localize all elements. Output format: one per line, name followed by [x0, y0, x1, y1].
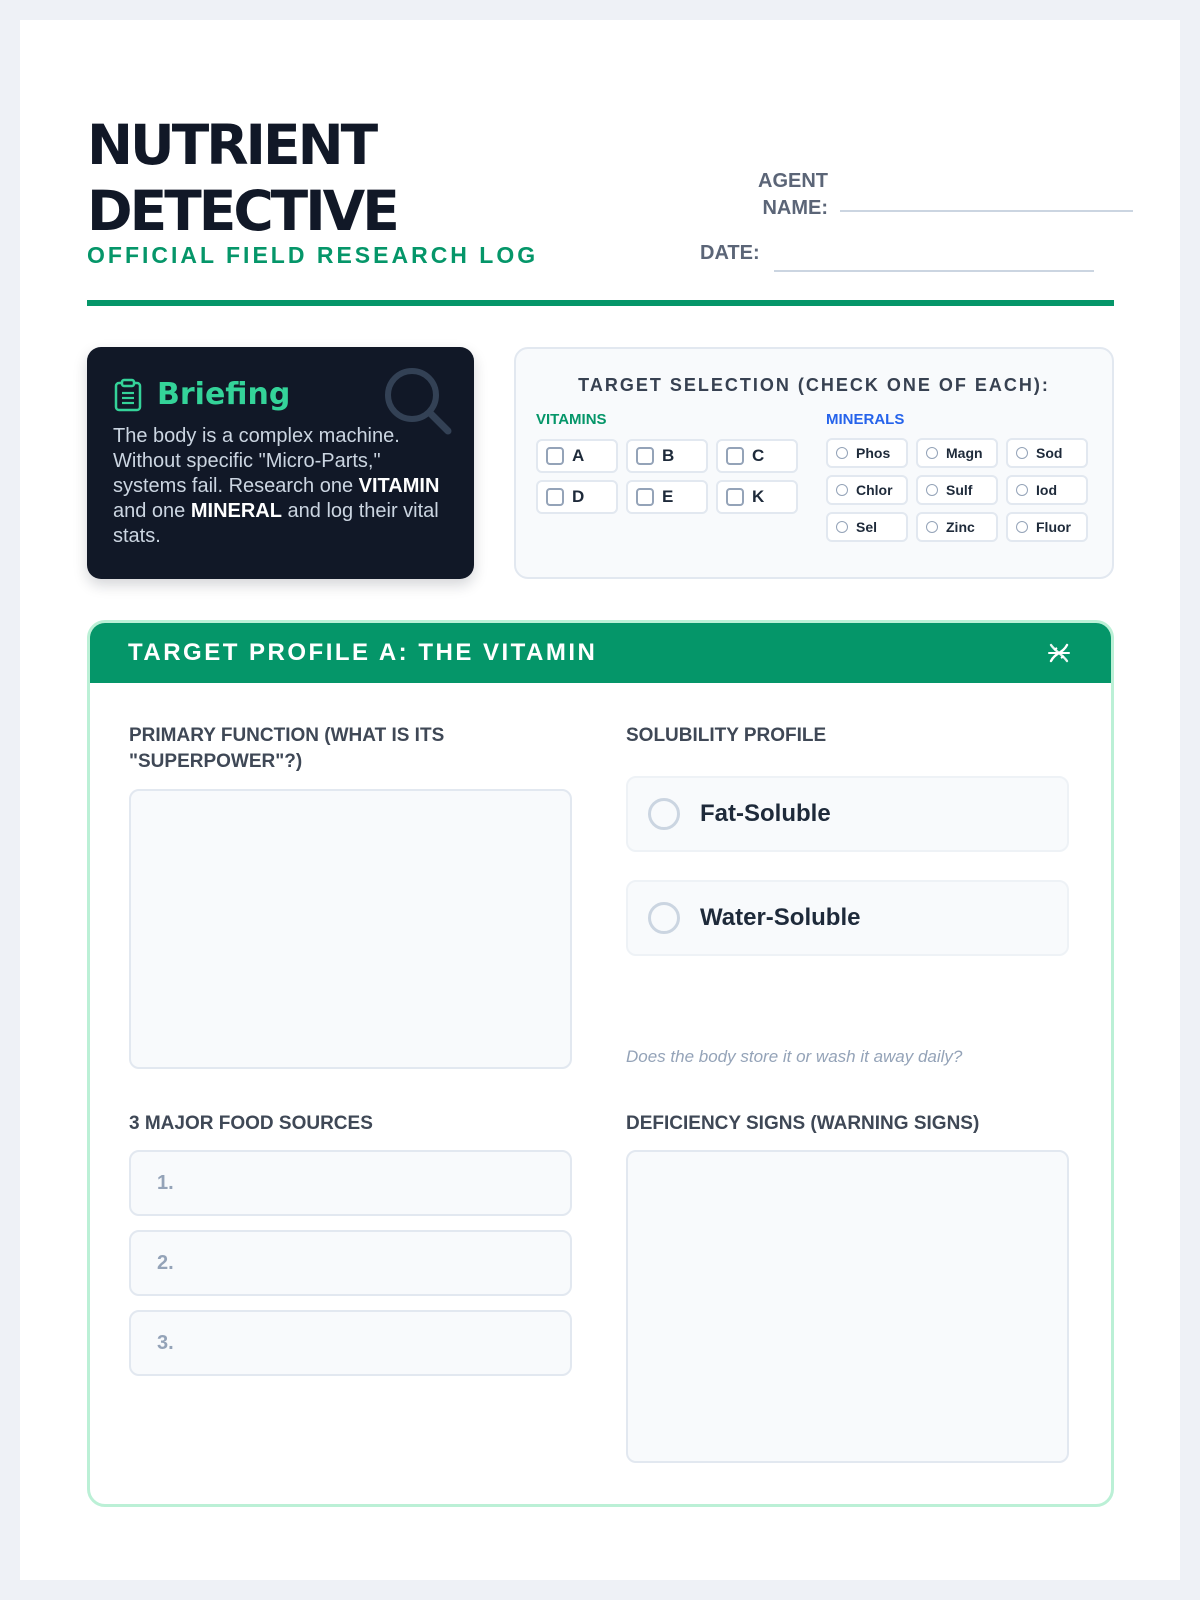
minerals-label: MINERALS [826, 411, 905, 428]
checkbox[interactable] [636, 488, 654, 506]
vitamin-option-label: B [662, 446, 675, 465]
vitamin-option-k[interactable] [716, 480, 798, 514]
radio-button[interactable] [648, 902, 680, 934]
mineral-option-sulf[interactable] [916, 475, 998, 505]
solubility-option-water[interactable] [626, 880, 1069, 956]
worksheet-page [20, 20, 1180, 1580]
primary-function-label: PRIMARY FUNCTION (WHAT IS ITS "SUPERPOWER"?) [129, 725, 445, 772]
food-source-input-1[interactable] [129, 1150, 572, 1216]
food-source-number: 1. [157, 1171, 174, 1194]
briefing-card [87, 347, 474, 579]
vitamin-option-label: C [752, 446, 765, 465]
briefing-text-part-1: The body is a complex machine. Without specific "Micro-Parts," systems fail. Research one [113, 425, 400, 497]
date-field[interactable] [774, 270, 1094, 272]
checkbox[interactable] [546, 488, 564, 506]
agent-label-line-2: NAME: [762, 197, 828, 219]
vitamin-option-b[interactable] [626, 439, 708, 473]
agent-label-line-1: AGENT [758, 170, 828, 192]
solubility-option-label: Water-Soluble [700, 904, 861, 931]
vitamin-option-label: D [572, 487, 585, 506]
checkbox[interactable] [726, 488, 744, 506]
food-sources-label: 3 MAJOR FOOD SOURCES [129, 1113, 373, 1134]
mineral-option-fluor[interactable] [1006, 512, 1088, 542]
radio-button[interactable] [1016, 521, 1028, 533]
date-label: DATE: [700, 242, 760, 264]
mineral-option-sod[interactable] [1006, 438, 1088, 468]
target-profile-card [87, 620, 1114, 1507]
checkbox[interactable] [726, 447, 744, 465]
deficiency-label: DEFICIENCY SIGNS (WARNING SIGNS) [626, 1113, 980, 1134]
clipboard-icon [113, 378, 143, 412]
mineral-option-magn[interactable] [916, 438, 998, 468]
vitamin-option-e[interactable] [626, 480, 708, 514]
briefing-text [113, 424, 448, 549]
solubility-option-fat[interactable] [626, 776, 1069, 852]
page-title [87, 112, 397, 244]
radio-button[interactable] [836, 484, 848, 496]
target-selection-title: TARGET SELECTION (CHECK ONE OF EACH): [578, 375, 1050, 395]
mineral-option-label: Chlor [856, 482, 893, 498]
solubility-label: SOLUBILITY PROFILE [626, 725, 827, 746]
mineral-option-iod[interactable] [1006, 475, 1088, 505]
profile-header [90, 623, 1111, 683]
food-source-number: 2. [157, 1251, 174, 1274]
agent-name-field[interactable] [840, 210, 1133, 212]
page-subtitle: OFFICIAL FIELD RESEARCH LOG [87, 242, 539, 268]
vitamin-option-label: E [662, 487, 674, 506]
briefing-text-part-3: and log their vital stats. [113, 500, 439, 547]
vitamin-option-c[interactable] [716, 439, 798, 473]
vitamin-option-d[interactable] [536, 480, 618, 514]
profile-title: TARGET PROFILE A: THE VITAMIN [128, 639, 598, 666]
vitamins-label: VITAMINS [536, 411, 607, 428]
checkbox[interactable] [546, 447, 564, 465]
deficiency-signs-input[interactable] [626, 1150, 1069, 1463]
vitamin-option-a[interactable] [536, 439, 618, 473]
mineral-option-chlor[interactable] [826, 475, 908, 505]
header-divider [87, 300, 1114, 306]
radio-button[interactable] [926, 447, 938, 459]
mineral-option-sel[interactable] [826, 512, 908, 542]
food-source-input-2[interactable] [129, 1230, 572, 1296]
radio-button[interactable] [836, 447, 848, 459]
radio-button[interactable] [648, 798, 680, 830]
mineral-option-label: Fluor [1036, 519, 1071, 535]
vitamin-option-label: K [752, 487, 765, 506]
mineral-option-label: Magn [946, 445, 983, 461]
mineral-option-label: Phos [856, 445, 891, 461]
mineral-option-label: Sel [856, 519, 878, 535]
vitamin-option-label: A [572, 446, 585, 465]
briefing-bold-vitamin: VITAMIN [358, 475, 440, 497]
title-line-2: DETECTIVE [87, 179, 397, 243]
radio-button[interactable] [836, 521, 848, 533]
radio-button[interactable] [1016, 447, 1028, 459]
radio-button[interactable] [926, 521, 938, 533]
food-source-number: 3. [157, 1331, 174, 1354]
briefing-text-part-2: and one [113, 500, 191, 522]
radio-button[interactable] [1016, 484, 1028, 496]
radio-button[interactable] [926, 484, 938, 496]
mineral-option-label: Zinc [946, 519, 975, 535]
primary-function-input[interactable] [129, 789, 572, 1069]
solubility-option-label: Fat-Soluble [700, 800, 831, 827]
mineral-option-label: Sulf [946, 482, 973, 498]
solubility-hint: Does the body store it or wash it away daily? [626, 1047, 963, 1066]
mineral-option-phos[interactable] [826, 438, 908, 468]
dna-icon [1045, 639, 1073, 667]
target-selection-panel [514, 347, 1114, 579]
mineral-option-label: Sod [1036, 445, 1063, 461]
briefing-bold-mineral: MINERAL [190, 500, 282, 522]
title-line-1: NUTRIENT [87, 113, 376, 177]
checkbox[interactable] [636, 447, 654, 465]
mineral-option-zinc[interactable] [916, 512, 998, 542]
magnifier-icon [382, 365, 456, 439]
briefing-title: Briefing [157, 377, 291, 412]
mineral-option-label: Iod [1036, 482, 1057, 498]
food-source-input-3[interactable] [129, 1310, 572, 1376]
agent-name-label [710, 168, 828, 222]
